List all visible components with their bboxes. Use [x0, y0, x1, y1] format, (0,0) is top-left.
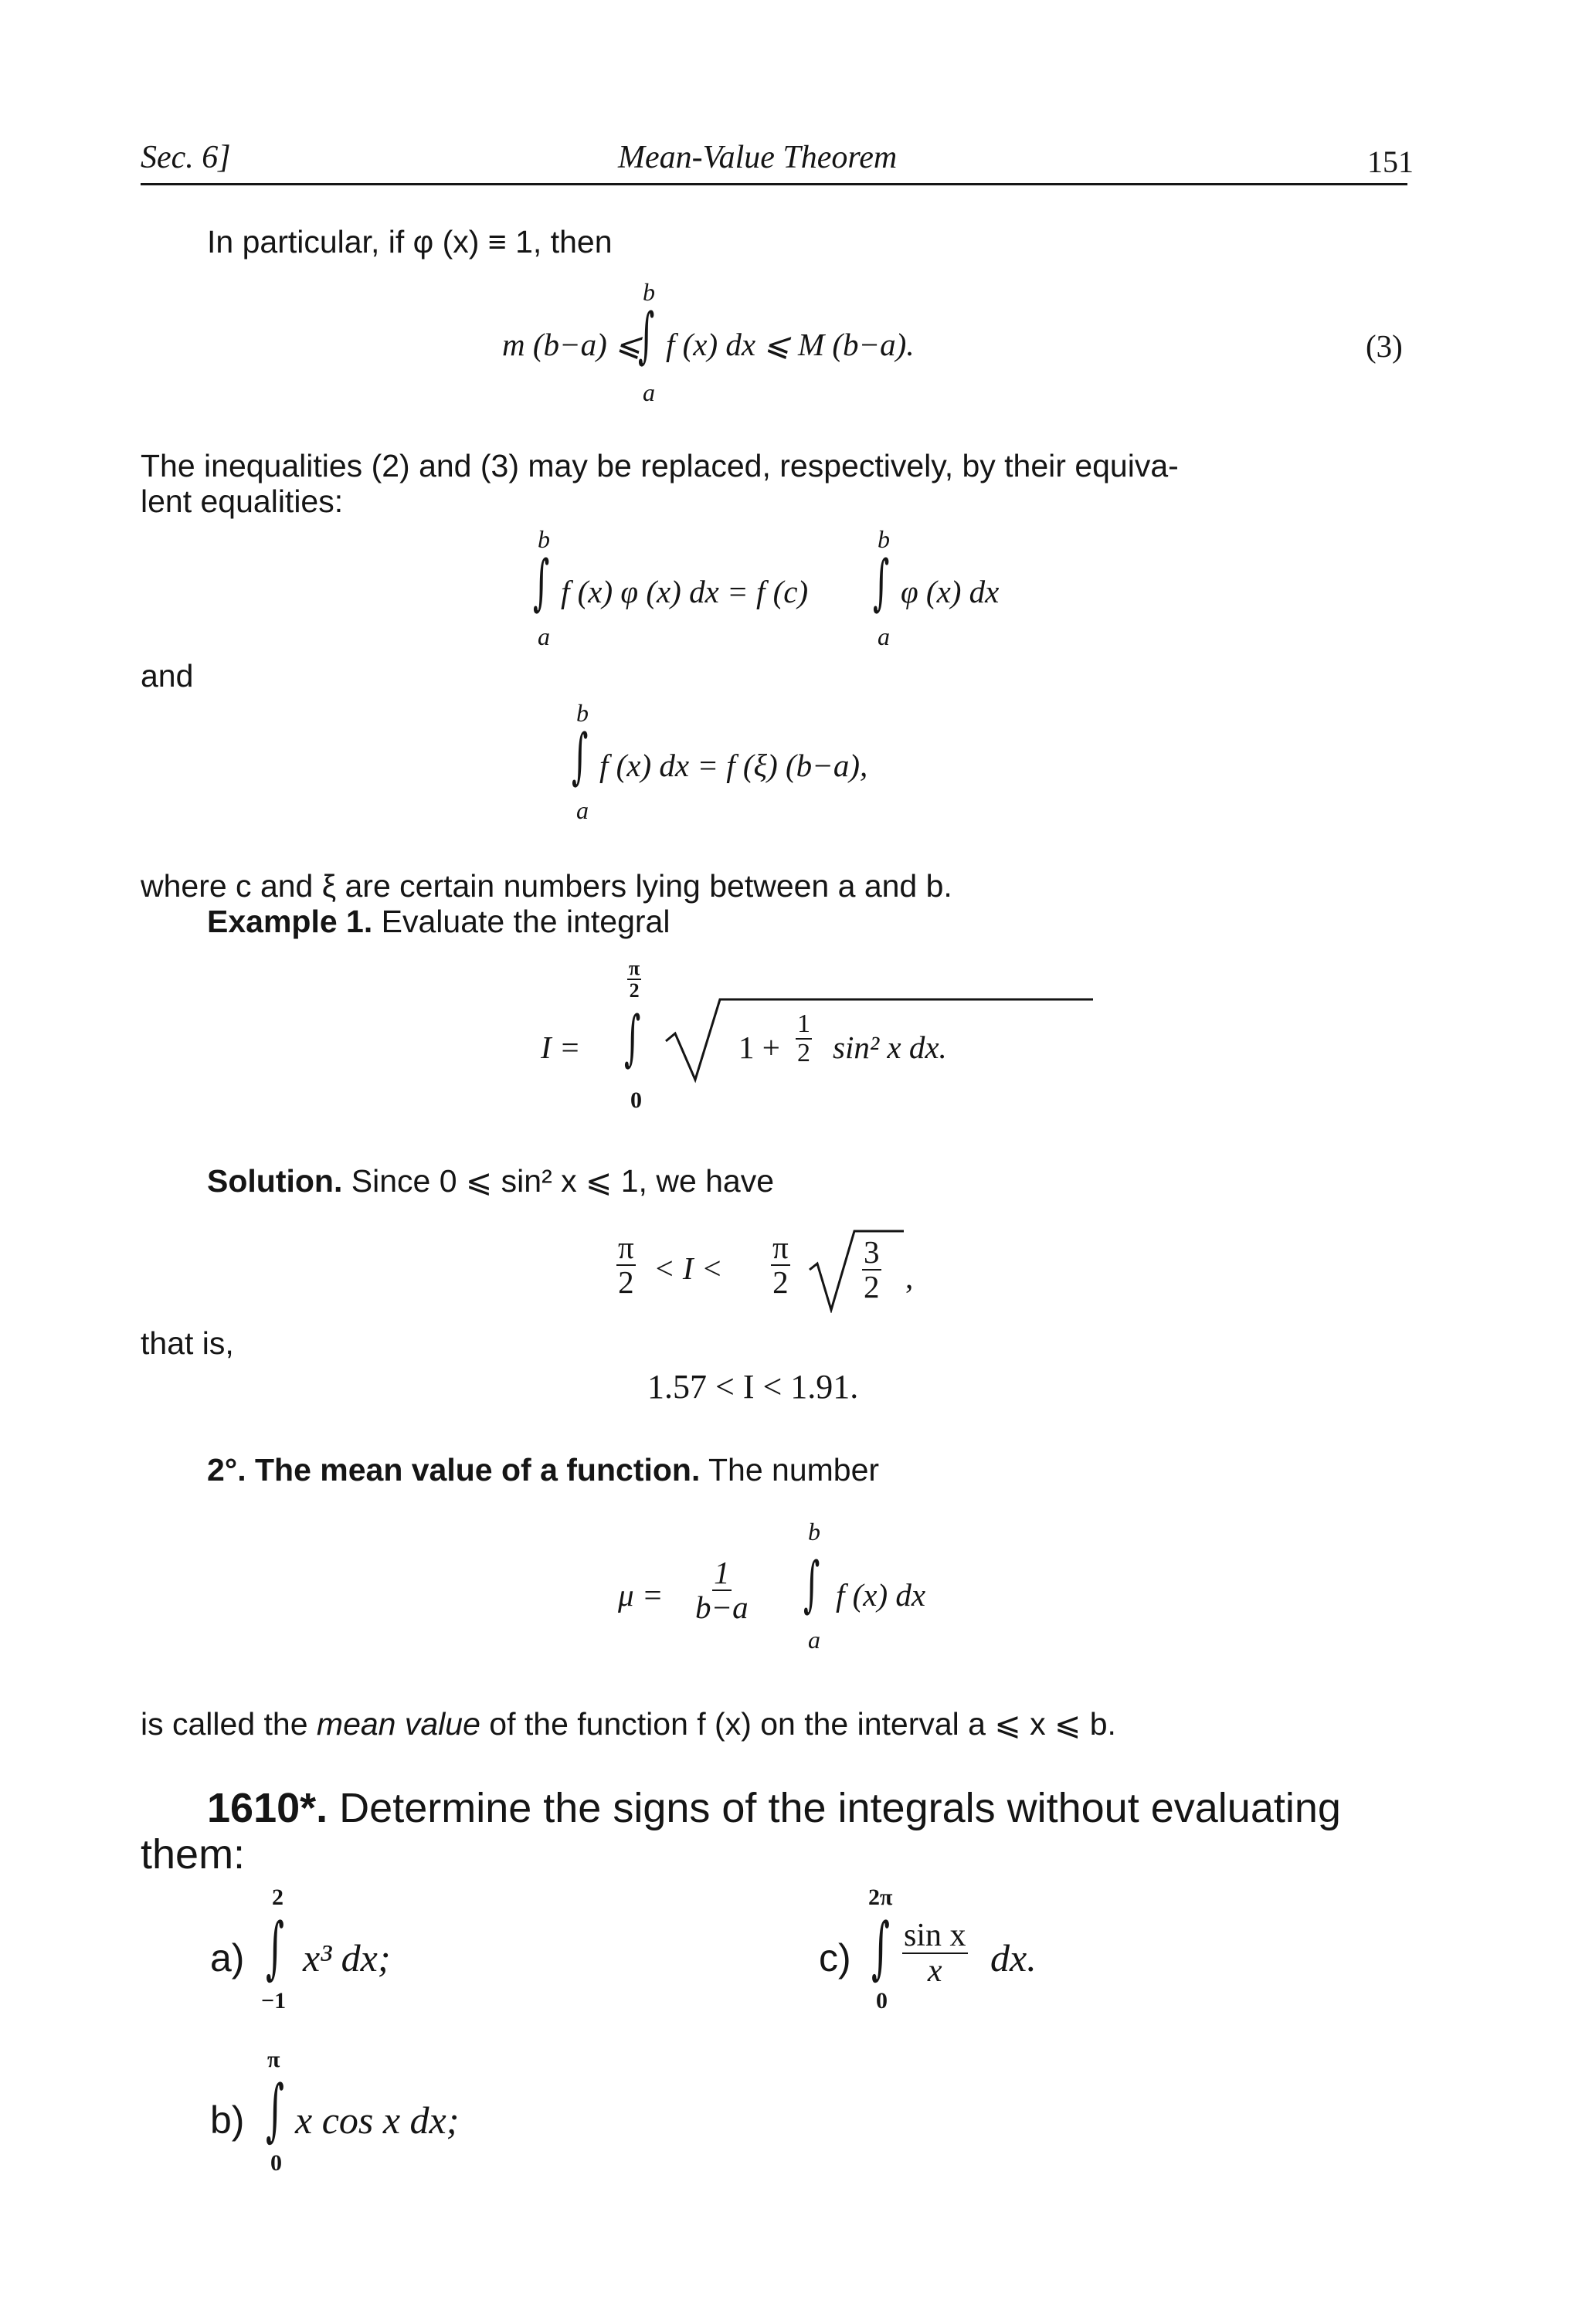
equation-numeric: 1.57 < I < 1.91.: [647, 1368, 859, 1406]
equality-first: [533, 525, 1074, 656]
equation-mu-integrand: f (x) dx: [836, 1577, 926, 1613]
item-c-upper: 2π: [868, 1885, 893, 1910]
item-b-expr: x cos x dx;: [295, 2098, 460, 2142]
page-number: 151: [1367, 144, 1414, 179]
text-that-is: that is,: [141, 1325, 234, 1361]
equality-first-right: φ (x) dx: [901, 574, 1000, 609]
example-label: Example 1.: [207, 904, 373, 939]
equation-3-number: (3): [1366, 328, 1403, 364]
integral-sign: ∫: [803, 1549, 820, 1620]
equation-I-lower-limit: 0: [630, 1087, 642, 1113]
integral-sign: ∫: [266, 2069, 284, 2149]
paragraph-inequalities-line2: lent equalities:: [141, 483, 344, 519]
mean-value-line: [207, 1452, 879, 1488]
equation-3-upper-limit: b: [643, 278, 655, 306]
equation-mu: [618, 1518, 1081, 1664]
item-c-label: c): [819, 1936, 851, 1980]
equation-I-half: $\frac{1}{2}$: [797, 1009, 810, 1067]
equality-first-upper-2: b: [878, 525, 890, 553]
item-c-fraction: $\frac{\text{sin x}}{x}$: [904, 1918, 966, 1990]
item-a-upper: 2: [272, 1885, 283, 1910]
integral-sign: ∫: [266, 1907, 284, 1987]
equation-3-lower-limit: a: [643, 378, 655, 406]
integral-sign: ∫: [638, 300, 655, 371]
item-a-lower: −1: [261, 1988, 287, 2014]
solution-line: [207, 1162, 774, 1199]
header-rule: [141, 183, 1407, 185]
paragraph-where: where c and ξ are certain numbers lying between a and b.: [141, 868, 952, 904]
item-c-tail: dx.: [990, 1936, 1037, 1980]
equation-I-one-plus: 1 +: [738, 1030, 780, 1065]
integral-sign: ∫: [624, 1003, 641, 1074]
integral-sign: ∫: [873, 547, 890, 618]
item-b-upper: π: [267, 2047, 280, 2072]
equation-3-right: f (x) dx ⩽ M (b−a).: [666, 327, 915, 362]
problem-text-continued: them:: [141, 1831, 246, 1878]
bounds-comma: ,: [905, 1260, 914, 1295]
item-b: [210, 2047, 596, 2193]
equation-mu-upper: b: [808, 1518, 820, 1545]
bounds-left-fraction: $\frac{\pi}{2}$: [618, 1230, 634, 1301]
bounds-middle: < I <: [654, 1250, 723, 1286]
equation-bounds: [616, 1228, 972, 1321]
item-a-label: a): [210, 1936, 245, 1980]
bounds-sqrt-fraction: $\frac{3}{2}$: [864, 1234, 880, 1305]
running-head-section: Sec. 6]: [141, 140, 231, 175]
integral-sign: ∫: [871, 1907, 890, 1987]
equation-I-upper-limit: $\frac{\pi}{2}$: [629, 957, 640, 1003]
paragraph-called: [141, 1705, 1116, 1742]
problem-text: Determine the signs of the integrals without evaluating: [339, 1785, 1341, 1831]
equality-first-upper-1: b: [538, 525, 550, 553]
word-and: and: [141, 658, 194, 694]
equality-second-upper: b: [576, 699, 589, 727]
problem-line: [207, 1784, 1341, 1832]
mean-value-label: 2°. The mean value of a function.: [207, 1452, 701, 1488]
integral-sign: ∫: [533, 547, 550, 618]
equation-I-left: I =: [541, 1030, 581, 1065]
equation-mu-lower: a: [808, 1626, 820, 1654]
example-line: [207, 904, 670, 940]
equality-second-lower: a: [576, 796, 589, 824]
mean-value-text: The number: [708, 1452, 880, 1488]
integral-sign: ∫: [572, 721, 589, 792]
equation-I-rest: sin² x dx.: [833, 1030, 947, 1065]
equality-first-lower-1: a: [538, 623, 550, 650]
equation-mu-fraction: $\frac{1}{b-a}$: [695, 1555, 749, 1626]
solution-text: Since 0 ⩽ sin² x ⩽ 1, we have: [351, 1163, 775, 1199]
equality-second: [572, 699, 1035, 830]
item-a: [210, 1885, 596, 2031]
solution-label: Solution.: [207, 1163, 343, 1199]
item-a-expr: x³ dx;: [303, 1936, 391, 1980]
equality-first-lower-2: a: [878, 623, 890, 650]
example-text: Evaluate the integral: [381, 904, 670, 939]
paragraph-inequalities-line1: The inequalities (2) and (3) may be replaced, respectively, by their equiva-: [141, 448, 1179, 483]
item-c: [819, 1885, 1205, 2031]
item-b-label: b): [210, 2098, 245, 2142]
equality-first-left: f (x) φ (x) dx = f (c): [561, 574, 809, 609]
item-c-lower: 0: [876, 1988, 888, 2014]
called-pre: is called the: [141, 1706, 308, 1742]
equation-I: [541, 958, 1081, 1128]
equation-mu-left: μ =: [618, 1577, 664, 1613]
equation-3-left: m (b−a) ⩽: [502, 327, 642, 362]
called-post: of the function f (x) on the interval a ⩽ x ⩽ b.: [489, 1706, 1116, 1742]
square-root-sign: [808, 1228, 908, 1313]
item-b-lower: 0: [270, 2150, 282, 2176]
paragraph-in-particular: In particular, if φ (x) ≡ 1, then: [207, 224, 613, 260]
bounds-right-fraction: $\frac{\pi}{2}$: [772, 1230, 789, 1301]
running-head-title: Mean-Value Theorem: [618, 140, 898, 175]
equality-second-text: f (x) dx = f (ξ) (b−a),: [599, 748, 868, 783]
called-emphasis: mean value: [316, 1706, 480, 1742]
problem-number: 1610*.: [207, 1785, 328, 1831]
equation-3: [502, 278, 1120, 413]
